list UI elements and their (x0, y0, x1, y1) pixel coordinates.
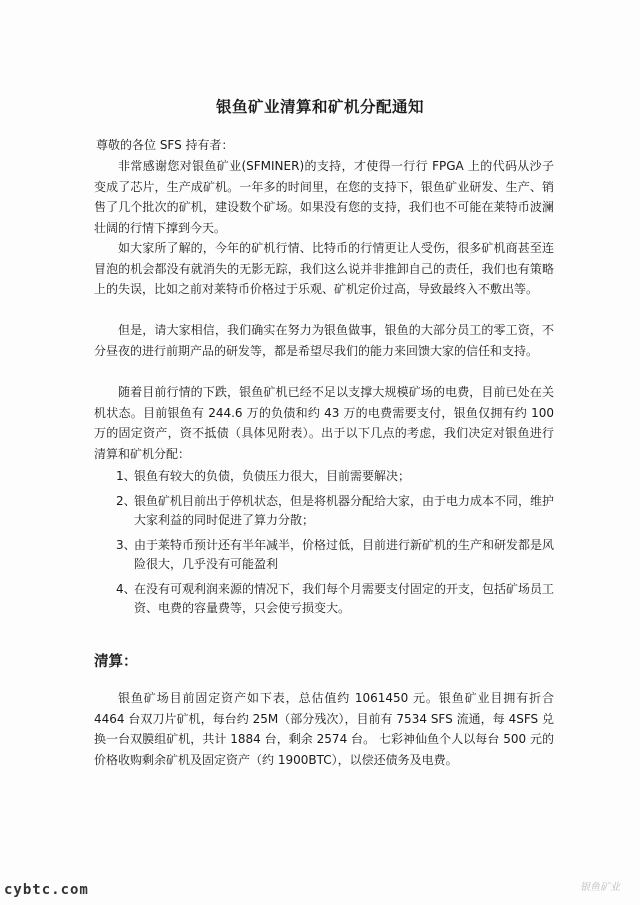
paragraph-liquidation: 银鱼矿场目前固定资产如下表，总估值约 1061450 元。银鱼矿业目拥有折合 4464 台双刀片矿机，每台约 25M（部分残次），目前有 7534 SFS 流通，每 4SFS 兑换一台双膜组矿机，共计 1884 台，剩余 2574 台。 七彩神仙鱼个人以每台 500 元的价格收购剩余矿机及固定资产（约 1900BTC），以偿还债务及电费。 (94, 691, 554, 767)
paragraph-market: 如大家所了解的，今年的矿机行情、比特币的行情更让人受伤，很多矿机商甚至连冒泡的机会都没有就消失的无影无踪，我们这么说并非推卸自己的责任，我们也有策略上的失误，比如之前对莱特币价格过于乐观、矿机定价过高，导致最终入不敷出等。 (94, 241, 554, 296)
corner-watermark: 银鱼矿业 (580, 882, 620, 893)
list-item (94, 467, 554, 486)
list-text: 在没有可观利润来源的情况下，我们每个月需要支付固定的开支，包括矿场员工资、电费的容量费等，只会使亏损变大。 (134, 582, 555, 615)
list-item (94, 580, 554, 618)
document-title: 银鱼矿业清算和矿机分配通知 (215, 98, 424, 116)
list-item (94, 492, 554, 530)
list-number: 3、 (116, 538, 136, 552)
list-number: 2、 (116, 494, 136, 508)
paragraph-decision: 随着目前行情的下跌，银鱼矿机已经不足以支撑大规模矿场的电费，目前已处在关机状态。目前银鱼有 244.6 万的负债和约 43 万的电费需要支付，银鱼仅拥有约 100 万的固定资产，资不抵债（具体见附表）。出于以下几点的考虑，我们决定对银鱼进行清算和矿机分配： (94, 385, 554, 461)
reasons-list (94, 467, 554, 624)
list-text: 由于莱特币预计还有半年减半，价格过低，目前进行新矿机的生产和研发都是风险很大，几乎没有可能盈利 (134, 538, 555, 571)
list-item (94, 536, 554, 574)
site-watermark: cybtc.com (4, 882, 89, 898)
list-number: 4、 (116, 582, 136, 596)
list-number: 1、 (116, 469, 136, 483)
list-text: 银鱼有较大的负债，负债压力很大，目前需要解决； (134, 469, 411, 483)
paragraph-thanks: 非常感谢您对银鱼矿业(SFMINER)的支持，才使得一行行 FPGA 上的代码从沙子变成了芯片，生产成矿机。一年多的时间里，在您的支持下，银鱼矿业研发、生产、销售了几个批次的矿机，建设数个矿场。如果没有您的支持，我们也不可能在莱特币波澜壮阔的行情下撑到今天。 (94, 159, 554, 235)
paragraph-effort: 但是，请大家相信，我们确实在努力为银鱼做事，银鱼的大部分员工的零工资，不分昼夜的进行前期产品的研发等，都是希望尽我们的能力来回馈大家的信任和支持。 (94, 323, 554, 358)
list-text: 银鱼矿机目前出于停机状态，但是将机器分配给大家，由于电力成本不同，维护大家利益的同时促进了算力分散； (134, 494, 555, 527)
greeting: 尊敬的各位 SFS 持有者： (96, 138, 234, 152)
section-title-liquidation: 清算： (94, 654, 138, 670)
